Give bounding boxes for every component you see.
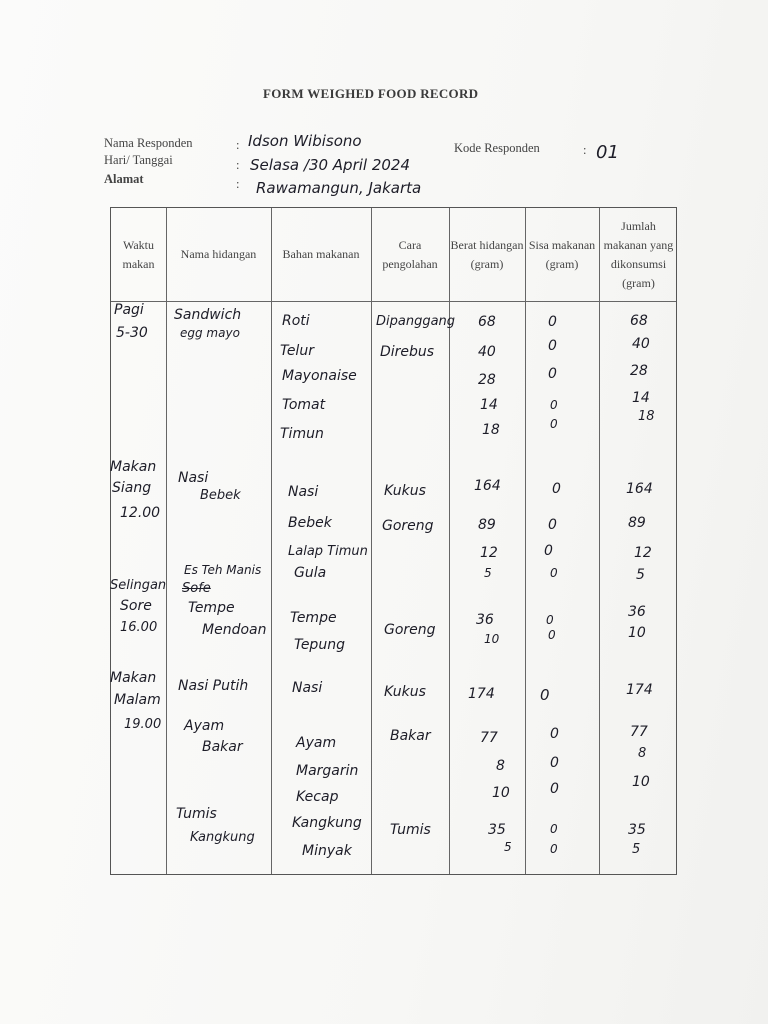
cara-cell: Kukus bbox=[384, 483, 426, 499]
waktu-cell: Malam bbox=[114, 692, 161, 708]
berat-cell: 10 bbox=[492, 785, 510, 801]
waktu-cell: 19.00 bbox=[124, 717, 162, 732]
cara-cell: Goreng bbox=[384, 622, 436, 638]
cara-cell: Bakar bbox=[390, 728, 431, 744]
label-nama-responden: Nama Responden bbox=[104, 136, 193, 150]
berat-cell: 36 bbox=[476, 612, 494, 628]
berat-cell: 40 bbox=[478, 344, 496, 360]
bahan-cell: Mayonaise bbox=[282, 368, 357, 384]
bahan-cell: Tomat bbox=[282, 397, 326, 413]
waktu-cell: 16.00 bbox=[120, 620, 158, 635]
value-hari-tanggal: Selasa /30 April 2024 bbox=[250, 156, 411, 174]
hidangan-cell: Ayam bbox=[184, 718, 225, 734]
waktu-cell: 5-30 bbox=[116, 325, 148, 341]
sisa-cell: 0 bbox=[550, 566, 558, 580]
sisa-cell: 0 bbox=[544, 543, 553, 559]
bahan-cell: Margarin bbox=[296, 763, 359, 779]
header-cara-pengolahan: Cara pengolahan bbox=[382, 237, 438, 271]
header-sisa-makanan: Sisa makanan (gram) bbox=[528, 237, 596, 271]
sisa-cell: 0 bbox=[550, 755, 559, 771]
cara-cell: Kukus bbox=[384, 684, 426, 700]
berat-cell: 164 bbox=[474, 478, 501, 494]
jumlah-cell: 5 bbox=[636, 567, 645, 583]
hidangan-cell: Mendoan bbox=[202, 622, 267, 638]
cara-cell: Goreng bbox=[382, 518, 434, 534]
sisa-cell: 0 bbox=[548, 314, 557, 330]
jumlah-cell: 40 bbox=[632, 336, 650, 352]
cara-cell: Direbus bbox=[380, 344, 435, 360]
berat-cell: 77 bbox=[480, 730, 498, 746]
berat-cell: 10 bbox=[484, 632, 500, 646]
waktu-cell: Makan bbox=[110, 670, 157, 686]
hidangan-cell: egg mayo bbox=[180, 326, 240, 340]
jumlah-cell: 8 bbox=[638, 746, 647, 761]
hidangan-cell: Nasi bbox=[178, 470, 209, 486]
value-kode-responden: 01 bbox=[596, 142, 619, 163]
berat-cell: 12 bbox=[480, 545, 498, 561]
berat-cell: 68 bbox=[478, 314, 496, 330]
header-nama-hidangan: Nama hidangan bbox=[180, 247, 257, 261]
jumlah-cell: 5 bbox=[632, 842, 641, 857]
berat-cell: 5 bbox=[484, 566, 492, 580]
sisa-cell: 0 bbox=[550, 417, 558, 431]
hidangan-cell: Nasi Putih bbox=[178, 678, 249, 694]
jumlah-cell: 164 bbox=[626, 481, 653, 497]
sisa-cell: 0 bbox=[552, 481, 561, 497]
value-nama-responden: Idson Wibisono bbox=[248, 132, 362, 150]
header-jumlah-dikonsumsi: Jumlah makanan yang dikonsumsi (gram) bbox=[603, 218, 674, 290]
sisa-cell: 0 bbox=[548, 338, 557, 354]
jumlah-cell: 12 bbox=[634, 545, 652, 561]
bahan-cell: Roti bbox=[282, 313, 310, 329]
sisa-cell: 0 bbox=[550, 781, 559, 797]
sisa-cell: 0 bbox=[548, 628, 556, 642]
hidangan-cell: Es Teh Manis bbox=[184, 563, 262, 577]
colon-nama: : bbox=[236, 138, 240, 152]
berat-cell: 28 bbox=[478, 372, 496, 388]
hidangan-cell: Kangkung bbox=[190, 830, 255, 845]
label-hari-tanggal: Hari/ Tanggai bbox=[104, 153, 173, 167]
cara-cell: Dipanggang bbox=[376, 314, 456, 329]
jumlah-cell: 18 bbox=[638, 409, 655, 424]
berat-cell: 18 bbox=[482, 422, 500, 438]
jumlah-cell: 35 bbox=[628, 822, 646, 838]
bahan-cell: Minyak bbox=[302, 843, 352, 859]
berat-cell: 8 bbox=[496, 758, 505, 774]
colon-alamat: : bbox=[236, 177, 240, 191]
waktu-cell: Pagi bbox=[114, 302, 144, 318]
sisa-cell: 0 bbox=[546, 613, 554, 627]
waktu-cell: Sore bbox=[120, 598, 152, 614]
bahan-cell: Bebek bbox=[288, 515, 332, 531]
sisa-cell: 0 bbox=[550, 398, 558, 412]
berat-cell: 174 bbox=[468, 686, 495, 702]
berat-cell: 35 bbox=[488, 822, 506, 838]
bahan-cell: Ayam bbox=[296, 735, 337, 751]
jumlah-cell: 36 bbox=[628, 604, 646, 620]
berat-cell: 14 bbox=[480, 397, 498, 413]
sisa-cell: 0 bbox=[550, 842, 558, 856]
jumlah-cell: 77 bbox=[630, 724, 648, 740]
sisa-cell: 0 bbox=[548, 366, 557, 382]
berat-cell: 89 bbox=[478, 517, 496, 533]
header-waktu-makan: Waktu makan bbox=[122, 237, 155, 271]
jumlah-cell: 28 bbox=[630, 363, 648, 379]
bahan-cell: Gula bbox=[294, 565, 327, 581]
bahan-cell: Kecap bbox=[296, 789, 339, 805]
jumlah-cell: 68 bbox=[630, 313, 648, 329]
sisa-cell: 0 bbox=[540, 686, 550, 704]
header-bahan-makanan: Bahan makanan bbox=[282, 247, 360, 261]
waktu-cell: Selingan bbox=[110, 578, 167, 593]
berat-cell: 5 bbox=[504, 840, 512, 854]
jumlah-cell: 174 bbox=[626, 682, 653, 698]
bahan-cell: Tempe bbox=[290, 610, 337, 626]
waktu-cell: Siang bbox=[112, 480, 152, 496]
jumlah-cell: 10 bbox=[628, 625, 646, 641]
bahan-cell: Timun bbox=[280, 426, 324, 442]
header-berat-hidangan: Berat hidangan (gram) bbox=[450, 237, 524, 271]
value-alamat: Rawamangun, Jakarta bbox=[256, 179, 422, 197]
bahan-cell: Nasi bbox=[288, 484, 319, 500]
hidangan-cell: Tumis bbox=[176, 806, 217, 822]
jumlah-cell: 14 bbox=[632, 390, 650, 406]
hidangan-cell: Bebek bbox=[200, 488, 241, 503]
sisa-cell: 0 bbox=[550, 822, 558, 836]
sisa-cell: 0 bbox=[548, 517, 557, 533]
waktu-cell: 12.00 bbox=[120, 505, 161, 521]
hidangan-cell-crossed: Sofe bbox=[182, 581, 211, 596]
colon-hari: : bbox=[236, 158, 240, 172]
jumlah-cell: 10 bbox=[632, 774, 650, 790]
hidangan-cell: Tempe bbox=[188, 600, 235, 616]
label-kode-responden: Kode Responden bbox=[454, 141, 540, 155]
label-alamat: Alamat bbox=[104, 172, 144, 186]
sisa-cell: 0 bbox=[550, 726, 559, 742]
hidangan-cell: Bakar bbox=[202, 739, 243, 755]
bahan-cell: Tepung bbox=[294, 637, 345, 653]
hidangan-cell: Sandwich bbox=[174, 307, 242, 323]
bahan-cell: Kangkung bbox=[292, 815, 362, 831]
cara-cell: Tumis bbox=[390, 822, 431, 838]
bahan-cell: Lalap Timun bbox=[288, 544, 368, 559]
colon-kode: : bbox=[583, 143, 587, 157]
bahan-cell: Telur bbox=[280, 343, 314, 359]
waktu-cell: Makan bbox=[110, 459, 157, 475]
form-title: FORM WEIGHED FOOD RECORD bbox=[263, 86, 479, 101]
jumlah-cell: 89 bbox=[628, 515, 646, 531]
bahan-cell: Nasi bbox=[292, 680, 323, 696]
